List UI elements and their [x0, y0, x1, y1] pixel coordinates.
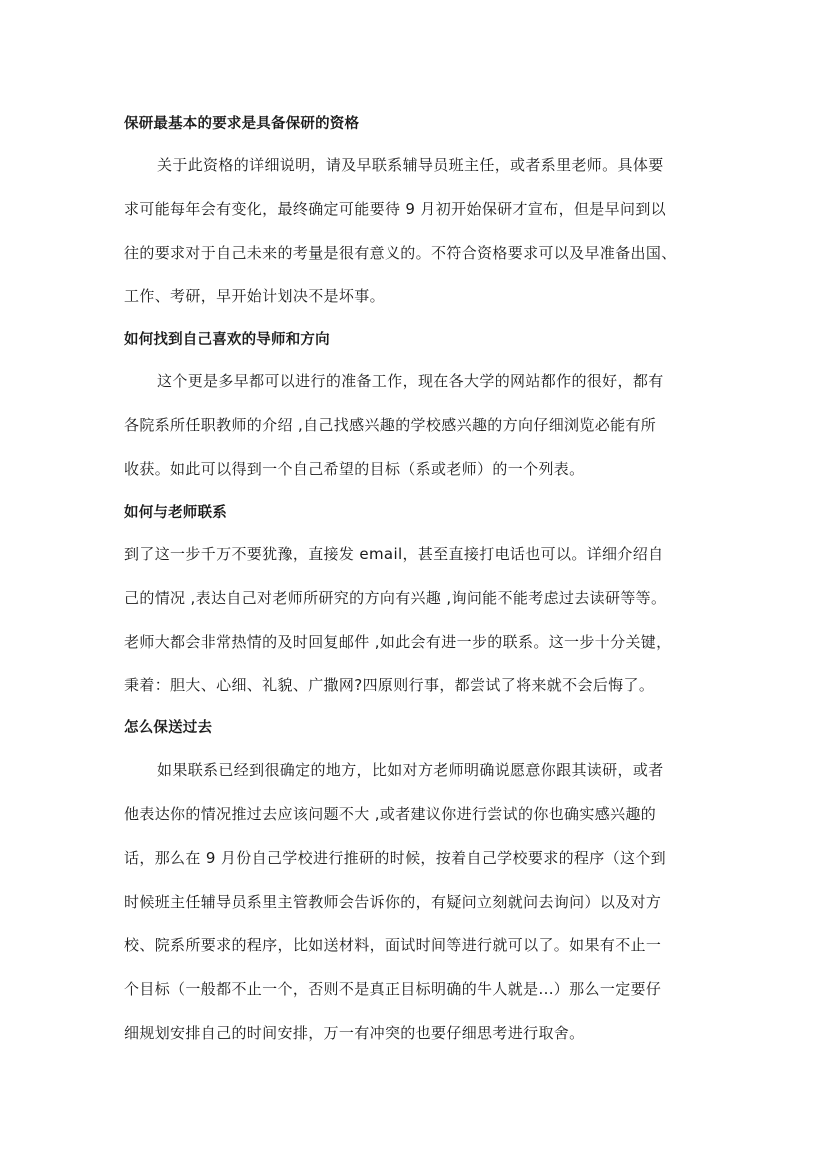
- paragraph-line: 他表达你的情况推过去应该问题不大 ,或者建议你进行尝试的你也确实感兴趣的: [124, 805, 657, 823]
- paragraph-line: 收获。如此可以得到一个自己希望的目标（系或老师）的一个列表。: [124, 460, 585, 478]
- section-heading: 如何找到自己喜欢的导师和方向: [124, 332, 330, 348]
- section-heading: 保研最基本的要求是具备保研的资格: [124, 116, 360, 132]
- paragraph-line: 各院系所任职教师的介绍 ,自己找感兴趣的学校感兴趣的方向仔细浏览必能有所: [124, 416, 657, 434]
- paragraph-line: 如果联系已经到很确定的地方，比如对方老师明确说愿意你跟其读研，或者: [157, 761, 664, 779]
- paragraph-line: 细规划安排自己的时间安排，万一有冲突的也要仔细思考进行取舍。: [124, 1024, 585, 1042]
- paragraph-line: 工作、考研，早开始计划决不是坏事。: [124, 287, 385, 305]
- paragraph-line: 关于此资格的详细说明，请及早联系辅导员班主任，或者系里老师。具体要: [157, 156, 664, 174]
- paragraph-line: 秉着：胆大、心细、礼貌、广撒网?四原则行事，都尝试了将来就不会后悔了。: [124, 676, 655, 694]
- section-heading: 如何与老师联系: [124, 505, 227, 521]
- paragraph-line: 老师大都会非常热情的及时回复邮件 ,如此会有进一步的联系。这一步十分关键，: [124, 633, 672, 651]
- paragraph-line: 时候班主任辅导员系里主管教师会告诉你的，有疑问立刻就问去询问）以及对方: [124, 893, 662, 911]
- paragraph-line: 这个更是多早都可以进行的准备工作，现在各大学的网站都作的很好，都有: [157, 372, 664, 390]
- paragraph-line: 求可能每年会有变化，最终确定可能要待 9 月初开始保研才宣布，但是早问到以: [124, 200, 667, 218]
- paragraph-line: 校、院系所要求的程序，比如送材料，面试时间等进行就可以了。如果有不止一: [124, 936, 662, 954]
- paragraph-line: 话，那么在 9 月份自己学校进行推研的时候，按着自己学校要求的程序（这个到: [124, 849, 667, 867]
- paragraph-line: 个目标（一般都不止一个，否则不是真正目标明确的牛人就是...）那么一定要仔: [124, 980, 662, 998]
- section-heading: 怎么保送过去: [124, 720, 213, 736]
- paragraph-line: 到了这一步千万不要犹豫，直接发 email，甚至直接打电话也可以。详细介绍自: [124, 545, 664, 563]
- paragraph-line: 往的要求对于自己未来的考量是很有意义的。不符合资格要求可以及早准备出国、: [124, 244, 677, 262]
- paragraph-line: 己的情况 ,表达自己对老师所研究的方向有兴趣 ,询问能不能考虑过去读研等等。: [124, 589, 667, 607]
